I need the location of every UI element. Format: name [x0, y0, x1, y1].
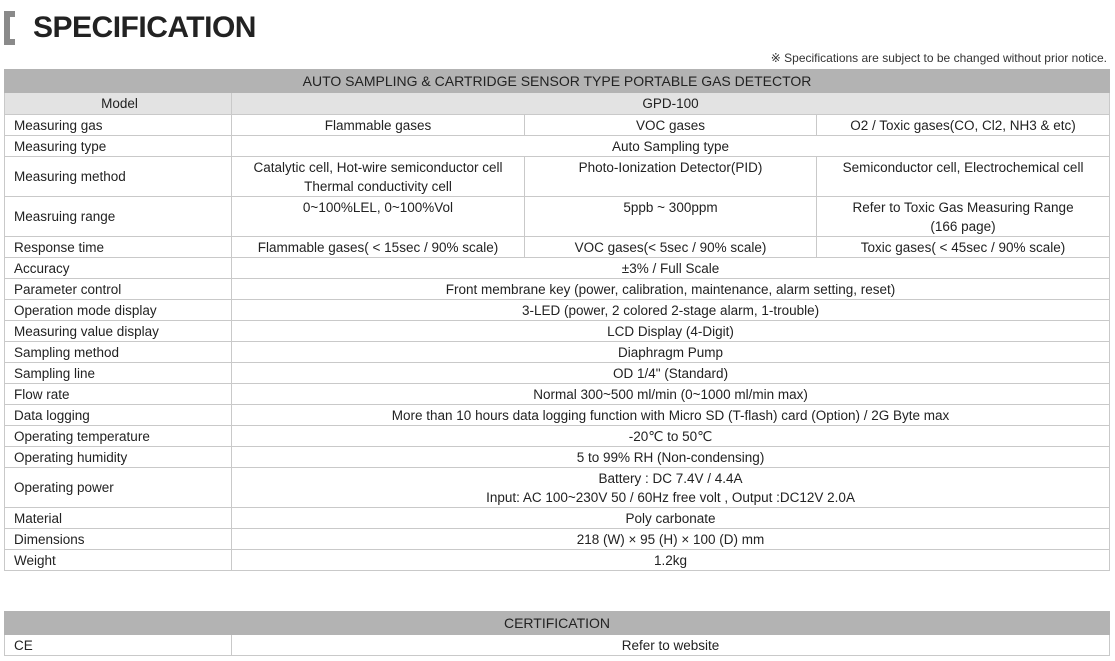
row-label: Flow rate	[5, 384, 232, 405]
row-label: Response time	[5, 237, 232, 258]
cell-value: More than 10 hours data logging function with Micro SD (T-flash) card (Option) / 2G Byte max	[232, 405, 1110, 426]
cell-line: 5ppb ~ 300ppm	[623, 200, 718, 215]
table-row	[5, 508, 1110, 529]
cell-value: ±3% / Full Scale	[232, 258, 1110, 279]
cert-table-banner: CERTIFICATION	[5, 612, 1110, 635]
cell-value	[817, 157, 1110, 197]
cell-value	[817, 197, 1110, 237]
row-label: Operating power	[5, 468, 232, 508]
table-row	[5, 157, 1110, 197]
cell-value: Normal 300~500 ml/min (0~1000 ml/min max)	[232, 384, 1110, 405]
table-row	[5, 237, 1110, 258]
table-row	[5, 468, 1110, 508]
row-label: Operating humidity	[5, 447, 232, 468]
cell-value: Poly carbonate	[232, 508, 1110, 529]
table-row	[5, 279, 1110, 300]
row-label: Accuracy	[5, 258, 232, 279]
cell-value: 5 to 99% RH (Non-condensing)	[232, 447, 1110, 468]
row-label: Sampling method	[5, 342, 232, 363]
cell-value: 3-LED (power, 2 colored 2-stage alarm, 1-trouble)	[232, 300, 1110, 321]
cell-value	[525, 197, 817, 237]
table-row	[5, 550, 1110, 571]
cell-value: Flammable gases	[232, 115, 525, 136]
table-row	[5, 426, 1110, 447]
spec-table-banner: AUTO SAMPLING & CARTRIDGE SENSOR TYPE PORTABLE GAS DETECTOR	[5, 70, 1110, 93]
row-label: Measruing range	[5, 197, 232, 237]
table-row	[5, 342, 1110, 363]
cell-line: 0~100%LEL, 0~100%Vol	[302, 200, 454, 215]
table-row	[5, 197, 1110, 237]
cell-line: (166 page)	[930, 219, 996, 234]
page-title: SPECIFICATION	[33, 11, 256, 44]
table-row	[5, 136, 1110, 157]
cell-value: VOC gases	[525, 115, 817, 136]
row-label: Measuring method	[5, 157, 232, 197]
row-label: Dimensions	[5, 529, 232, 550]
certification-table	[4, 611, 1110, 656]
cell-line: Input: AC 100~230V 50 / 60Hz free volt , Output :DC12V 2.0A	[486, 489, 855, 505]
cell-value	[232, 197, 525, 237]
cell-value: VOC gases(< 5sec / 90% scale)	[525, 237, 817, 258]
table-row	[5, 258, 1110, 279]
row-label: Operation mode display	[5, 300, 232, 321]
cell-value: Flammable gases( < 15sec / 90% scale)	[232, 237, 525, 258]
cell-value: Refer to website	[232, 635, 1110, 656]
table-row	[5, 115, 1110, 136]
cell-value: Auto Sampling type	[232, 136, 1110, 157]
model-label: Model	[5, 93, 232, 115]
row-label: Data logging	[5, 405, 232, 426]
cell-value	[232, 157, 525, 197]
table-row	[5, 405, 1110, 426]
cell-value: 218 (W) × 95 (H) × 100 (D) mm	[232, 529, 1110, 550]
cell-value: Toxic gases( < 45sec / 90% scale)	[817, 237, 1110, 258]
cell-line: Refer to Toxic Gas Measuring Range	[852, 200, 1074, 215]
table-row	[5, 635, 1110, 656]
page-header	[4, 8, 256, 48]
cell-line: Battery : DC 7.4V / 4.4A	[598, 470, 743, 486]
model-row	[5, 93, 1110, 115]
title-bracket-decoration	[4, 11, 15, 45]
table-row	[5, 300, 1110, 321]
row-label: Measuring type	[5, 136, 232, 157]
specification-table	[4, 69, 1110, 571]
table-row	[5, 321, 1110, 342]
cell-line: Catalytic cell, Hot-wire semiconductor cell	[253, 160, 503, 175]
table-row	[5, 529, 1110, 550]
cell-value: O2 / Toxic gases(CO, Cl2, NH3 & etc)	[817, 115, 1110, 136]
table-row	[5, 447, 1110, 468]
row-label: Measuring gas	[5, 115, 232, 136]
cell-value: 1.2kg	[232, 550, 1110, 571]
row-label: Material	[5, 508, 232, 529]
model-value: GPD-100	[232, 93, 1110, 115]
spec-notice: ※ Specifications are subject to be changed without prior notice.	[770, 51, 1107, 65]
cell-line: Semiconductor cell, Electrochemical cell	[842, 160, 1084, 175]
cell-value: Diaphragm Pump	[232, 342, 1110, 363]
table-row	[5, 384, 1110, 405]
row-label: Operating temperature	[5, 426, 232, 447]
cell-value: Front membrane key (power, calibration, maintenance, alarm setting, reset)	[232, 279, 1110, 300]
table-row	[5, 363, 1110, 384]
cell-line: Thermal conductivity cell	[304, 179, 452, 194]
cell-value: -20℃ to 50℃	[232, 426, 1110, 447]
cell-value: OD 1/4" (Standard)	[232, 363, 1110, 384]
cell-line: Photo-Ionization Detector(PID)	[578, 160, 763, 175]
row-label: Weight	[5, 550, 232, 571]
row-label: Measuring value display	[5, 321, 232, 342]
row-label: CE	[5, 635, 232, 656]
row-label: Parameter control	[5, 279, 232, 300]
row-label: Sampling line	[5, 363, 232, 384]
cell-value	[232, 468, 1110, 508]
cell-value: LCD Display (4-Digit)	[232, 321, 1110, 342]
cell-value	[525, 157, 817, 197]
